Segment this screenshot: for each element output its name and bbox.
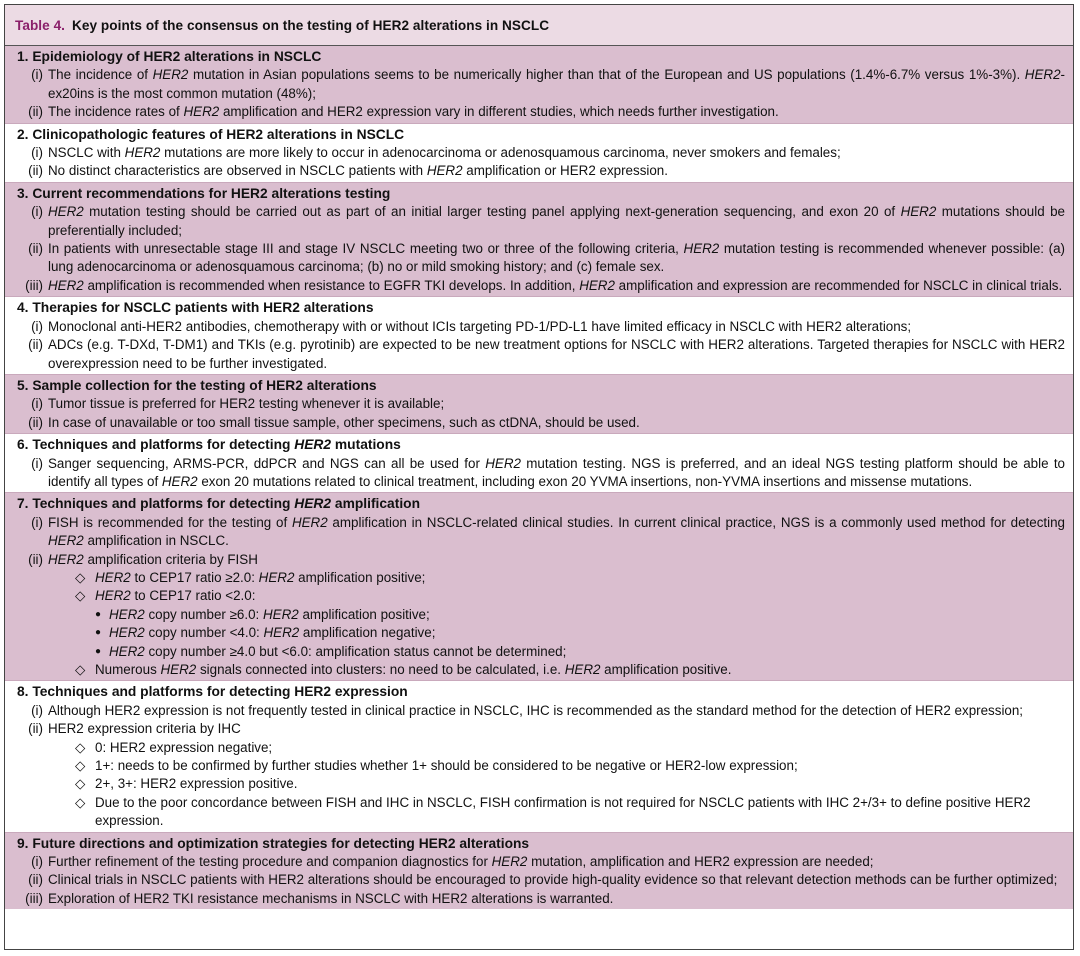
item-number: (ii) (28, 872, 43, 888)
section-1 (5, 46, 1073, 123)
diamond-icon: ◇ (75, 662, 86, 677)
item-number: (i) (31, 854, 43, 870)
item-number: (iii) (25, 890, 43, 906)
item-number: (i) (31, 145, 43, 161)
list-item (17, 66, 1065, 103)
section-4 (5, 296, 1073, 374)
list-item (17, 871, 1065, 889)
sub-item-text: Due to the poor concordance between FISH and IHC in NSCLC, FISH confirmation is not required for NSCLC patients with IHC 2+/3+ to define positive HER2 expression. (95, 794, 1031, 829)
item-number: (ii) (28, 163, 43, 179)
key-points-table (4, 4, 1074, 950)
diamond-icon: ◇ (75, 794, 86, 810)
section-title: 1. Epidemiology of HER2 alterations in NSCLC (17, 49, 322, 64)
sub-item-text: 0: HER2 expression negative; (95, 739, 273, 755)
item-text: Further refinement of the testing procedure and companion diagnostics for HER2 mutation, amplification and HER2 expression are needed; (48, 854, 874, 870)
item-text: The incidence of HER2 mutation in Asian populations seems to be numerically higher than that of the European and US populations (1.4%-6.7% versus 1%-3%). HER2-ex20ins is the most common mutation (48%); (48, 67, 1065, 101)
item-text: Although HER2 expression is not frequently tested in clinical practice in NSCLC, IHC is recommended as the standard method for the detection of HER2 expression; (48, 702, 1024, 718)
section-9 (5, 832, 1073, 910)
sub-item-text: HER2 copy number ≥6.0: HER2 amplification positive; (109, 606, 430, 622)
item-text: ADCs (e.g. T-DXd, T-DM1) and TKIs (e.g. pyrotinib) are expected to be new treatment options for NSCLC with HER2 alterations. Targeted therapies for NSCLC with HER2 overexpression need to be further investigated. (48, 337, 1065, 371)
table-caption (5, 5, 1073, 46)
item-number: (ii) (28, 414, 43, 430)
list-item (17, 144, 1065, 162)
section-8 (5, 680, 1073, 831)
list-item (17, 853, 1065, 871)
item-number: (i) (31, 318, 43, 334)
section-title: 8. Techniques and platforms for detecting HER2 expression (17, 684, 408, 700)
sub-item-text: HER2 copy number ≥4.0 but <6.0: amplification status cannot be determined; (109, 643, 567, 659)
item-text: The incidence rates of HER2 amplification and HER2 expression vary in different studies, which needs further investigation. (48, 104, 779, 120)
item-text: HER2 expression criteria by IHC (48, 721, 241, 737)
list-item (17, 702, 1065, 720)
list-item (17, 103, 1065, 121)
item-text: HER2 amplification criteria by FISH (48, 551, 258, 567)
list-item (17, 890, 1065, 908)
diamond-item (17, 661, 1065, 679)
section-title: 7. Techniques and platforms for detecting HER2 amplification (17, 496, 421, 512)
bullet-item (17, 624, 1065, 642)
item-number: (i) (31, 396, 43, 412)
list-item (17, 514, 1065, 551)
section-title: 6. Techniques and platforms for detecting HER2 mutations (17, 437, 401, 453)
list-item (17, 336, 1065, 373)
item-text: NSCLC with HER2 mutations are more likely to occur in adenocarcinoma or adenosquamous carcinoma, never smokers and females; (48, 145, 841, 161)
item-number: (ii) (28, 104, 43, 120)
diamond-item (17, 587, 1065, 605)
item-text: Monoclonal anti-HER2 antibodies, chemotherapy with or without ICIs targeting PD-1/PD-L1 have limited efficacy in NSCLC with HER2 alterations; (48, 318, 912, 334)
sub-item-text: 2+, 3+: HER2 expression positive. (95, 776, 298, 792)
item-number: (i) (31, 702, 43, 718)
diamond-item (17, 757, 1065, 775)
item-text: HER2 amplification is recommended when resistance to EGFR TKI develops. In addition, HER2 amplification and expression are recommended for NSCLC in clinical trials. (48, 277, 1063, 293)
diamond-item (17, 775, 1065, 793)
item-number: (i) (31, 67, 43, 83)
item-text: Exploration of HER2 TKI resistance mechanisms in NSCLC with HER2 alterations is warranted. (48, 890, 614, 906)
list-item (17, 720, 1065, 738)
diamond-icon: ◇ (75, 776, 86, 792)
section-3 (5, 182, 1073, 296)
diamond-icon: ◇ (75, 758, 86, 774)
list-item (17, 162, 1065, 180)
diamond-icon: ◇ (75, 569, 86, 585)
item-text: Clinical trials in NSCLC patients with HER2 alterations should be encouraged to provide high-quality evidence so that relevant detection methods can be further optimized; (48, 872, 1058, 888)
bullet-icon: ● (95, 627, 102, 639)
diamond-icon: ◇ (75, 588, 86, 604)
diamond-icon: ◇ (75, 739, 86, 755)
table-label: Table 4. (15, 17, 66, 33)
item-text: FISH is recommended for the testing of HER2 amplification in NSCLC-related clinical studies. In current clinical practice, NGS is a commonly used method for detecting HER2 amplification in NSCLC. (48, 514, 1065, 549)
sub-item-text: HER2 copy number <4.0: HER2 amplification negative; (109, 625, 436, 641)
item-number: (ii) (28, 551, 43, 567)
item-text: Sanger sequencing, ARMS-PCR, ddPCR and NGS can all be used for HER2 mutation testing. NGS is preferred, and an ideal NGS testing platform should be able to identify all types of HER2 exon 20 mutations related to clinical treatment, including exon 20 YVMA insertions, non-YVMA insertions and missense mutations. (48, 455, 1065, 489)
sub-item-text: HER2 to CEP17 ratio <2.0: (95, 588, 256, 604)
item-text: In case of unavailable or too small tissue sample, other specimens, such as ctDNA, should be used. (48, 414, 640, 430)
bullet-item (17, 643, 1065, 661)
item-number: (i) (31, 204, 43, 220)
item-text: HER2 mutation testing should be carried out as part of an initial larger testing panel applying next-generation sequencing, and exon 20 of HER2 mutations should be preferentially included; (48, 204, 1065, 238)
sub-item-text: Numerous HER2 signals connected into clusters: no need to be calculated, i.e. HER2 amplification positive. (95, 662, 732, 677)
item-number: (ii) (28, 337, 43, 353)
sub-item-text: HER2 to CEP17 ratio ≥2.0: HER2 amplification positive; (95, 569, 426, 585)
item-number: (i) (31, 514, 43, 530)
section-title: 5. Sample collection for the testing of HER2 alterations (17, 377, 377, 393)
list-item (17, 277, 1065, 295)
section-5 (5, 374, 1073, 433)
diamond-item (17, 569, 1065, 587)
section-6 (5, 433, 1073, 492)
section-title: 3. Current recommendations for HER2 alterations testing (17, 185, 391, 201)
diamond-item (17, 794, 1065, 831)
table-body (5, 46, 1073, 909)
diamond-item (17, 739, 1065, 757)
item-text: Tumor tissue is preferred for HER2 testing whenever it is available; (48, 396, 445, 412)
list-item (17, 318, 1065, 336)
section-title: 4. Therapies for NSCLC patients with HER2 alterations (17, 300, 374, 316)
list-item (17, 395, 1065, 413)
list-item (17, 203, 1065, 240)
item-number: (ii) (28, 721, 43, 737)
bullet-icon: ● (95, 608, 102, 620)
list-item (17, 240, 1065, 277)
bullet-icon: ● (95, 645, 102, 657)
item-number: (iii) (25, 277, 43, 293)
section-title: 2. Clinicopathologic features of HER2 alterations in NSCLC (17, 126, 405, 142)
item-text: No distinct characteristics are observed in NSCLC patients with HER2 amplification or HER2 expression. (48, 163, 668, 179)
table-title: Key points of the consensus on the testing of HER2 alterations in NSCLC (72, 17, 550, 33)
section-7 (5, 492, 1073, 680)
item-number: (ii) (28, 241, 43, 257)
bullet-item (17, 606, 1065, 624)
item-text: In patients with unresectable stage III and stage IV NSCLC meeting two or three of the following criteria, HER2 mutation testing is recommended whenever possible: (a) lung adenocarcinoma or adenosquamous carcinoma; (b) no or mild smoking history; and (c) female sex. (48, 241, 1065, 275)
list-item (17, 551, 1065, 569)
list-item (17, 414, 1065, 432)
section-2 (5, 123, 1073, 182)
item-number: (i) (31, 455, 43, 471)
sub-item-text: 1+: needs to be confirmed by further studies whether 1+ should be considered to be negative or HER2-low expression; (95, 758, 798, 774)
section-title: 9. Future directions and optimization strategies for detecting HER2 alterations (17, 835, 530, 851)
list-item (17, 455, 1065, 492)
